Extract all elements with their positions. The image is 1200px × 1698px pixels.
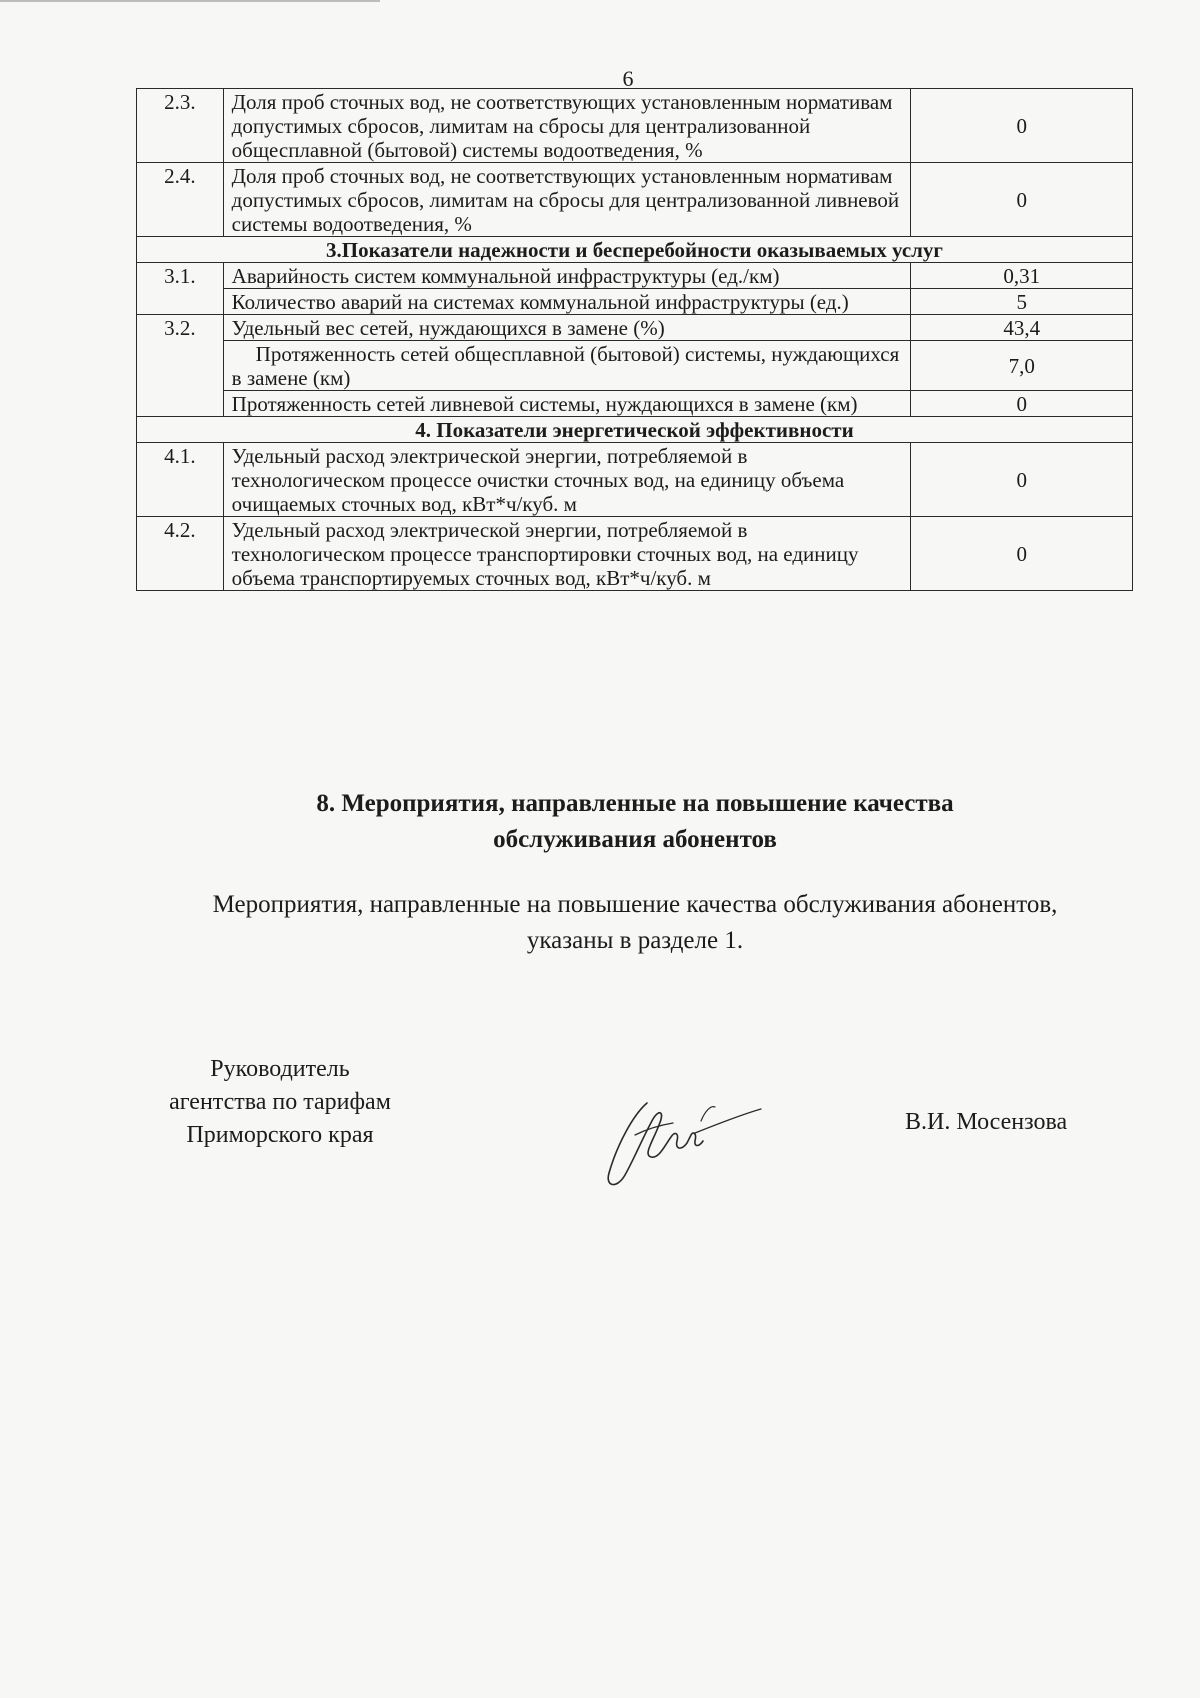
table-row [137,443,1133,517]
row-value: 0 [911,89,1133,163]
row-value: 0 [911,163,1133,237]
row-value: 0,31 [911,263,1133,289]
row-number: 4.2. [137,517,224,591]
paragraph-line: указаны в разделе 1. [526,927,744,954]
table-row [137,391,1133,417]
row-description: Протяженность сетей общесплавной (бытовой) системы, нуждающихся в замене (км) [223,341,911,391]
row-number: 2.3. [137,89,224,163]
row-description: Удельный расход электрической энергии, потребляемой в технологическом процессе очистки сточных вод, на единицу объема очищаемых сточных вод, кВт*ч/куб. м [223,443,911,517]
row-description: Доля проб сточных вод, не соответствующих установленным нормативам допустимых сбросов, лимитам на сбросы для централизованной общесплавной (бытовой) системы водоотведения, % [223,89,911,163]
signer-title-line: Приморского края [186,1122,374,1148]
row-description: Удельный расход электрической энергии, потребляемой в технологическом процессе транспортировки сточных вод, на единицу объема транспортируемых сточных вод, кВт*ч/куб. м [223,517,911,591]
row-description: Аварийность систем коммунальной инфраструктуры (ед./км) [223,263,911,289]
row-description: Протяженность сетей ливневой системы, нуждающихся в замене (км) [223,391,911,417]
table-row [137,341,1133,391]
section-8-heading [180,786,1090,858]
section-row [137,417,1133,443]
table-row [137,517,1133,591]
table-row [137,89,1133,163]
row-number: 3.1. [137,263,224,315]
row-number: 2.4. [137,163,224,237]
page-number: 6 [622,66,634,91]
row-value: 5 [911,289,1133,315]
row-number: 3.2. [137,315,224,417]
heading-line: 8. Мероприятия, направленные на повышение качества [316,790,954,817]
row-description: Доля проб сточных вод, не соответствующих установленным нормативам допустимых сбросов, лимитам на сбросы для централизованной ливневой системы водоотведения, % [223,163,911,237]
row-description: Количество аварий на системах коммунальной инфраструктуры (ед.) [223,289,911,315]
table-row [137,163,1133,237]
heading-line: обслуживания абонентов [493,826,777,853]
indicators-table [136,88,1133,591]
scan-edge [0,0,380,2]
section-row [137,237,1133,263]
section-8-text [140,887,1130,959]
row-value: 0 [911,517,1133,591]
row-number: 4.1. [137,443,224,517]
signer-title [140,1053,420,1152]
row-value: 7,0 [911,341,1133,391]
section-title: 3.Показатели надежности и бесперебойности оказываемых услуг [137,237,1133,263]
signer-title-line: агентства по тарифам [169,1089,391,1115]
table-row [137,289,1133,315]
signer-name: В.И. Мосензова [905,1109,1068,1135]
row-value: 43,4 [911,315,1133,341]
table-row [137,315,1133,341]
signer-title-line: Руководитель [210,1056,350,1082]
row-value: 0 [911,391,1133,417]
row-value: 0 [911,443,1133,517]
section-title: 4. Показатели энергетической эффективности [137,417,1133,443]
row-description: Удельный вес сетей, нуждающихся в замене (%) [223,315,911,341]
paragraph-line: Мероприятия, направленные на повышение качества обслуживания абонентов, [212,891,1058,918]
handwritten-signature [595,1085,765,1195]
table-row [137,263,1133,289]
